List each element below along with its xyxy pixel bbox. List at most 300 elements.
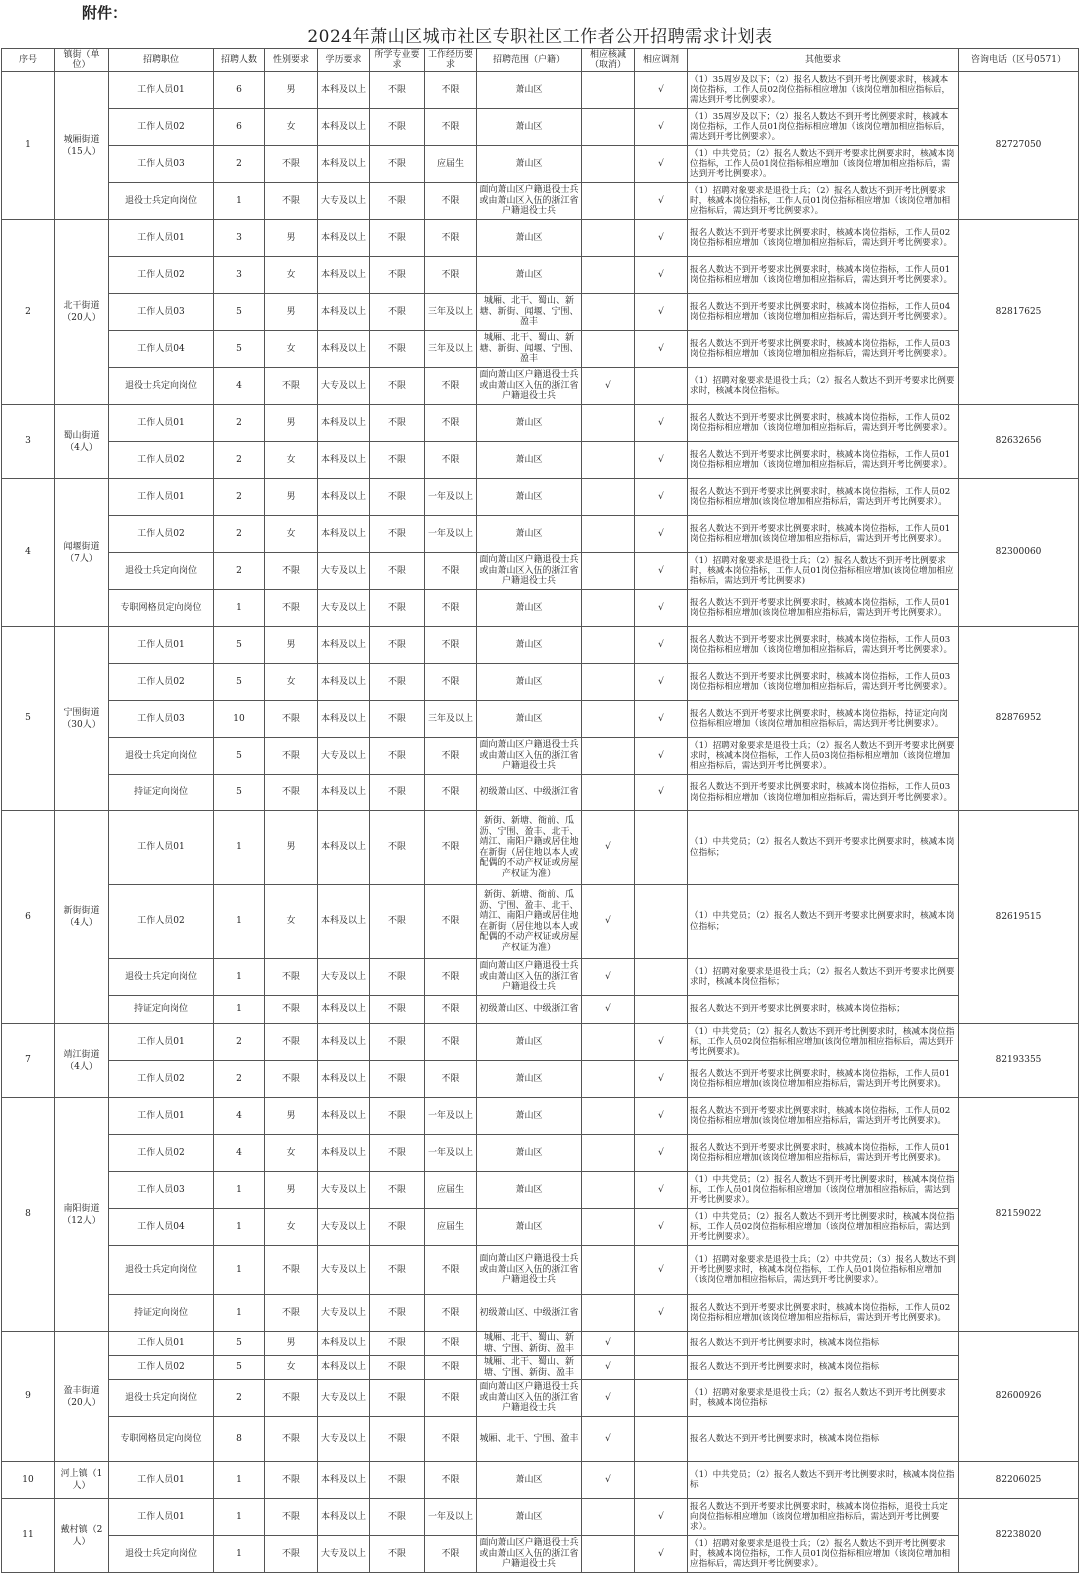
scope-cell: 面向萧山区户籍退役士兵或由萧山区入伍的浙江省户籍退役士兵 xyxy=(477,553,582,590)
cut-mark-cell: √ xyxy=(582,1462,635,1499)
education-cell: 本科及以上 xyxy=(318,775,370,811)
other-requirements-cell: 报名人数达不到开考比例要求时，核减本岗位指标 xyxy=(688,1356,959,1380)
position-cell: 工作人员02 xyxy=(109,885,214,959)
education-cell: 大专及以上 xyxy=(318,1172,370,1209)
count-cell: 4 xyxy=(214,368,265,405)
scope-cell: 萧山区 xyxy=(477,72,582,109)
cut-mark-cell xyxy=(582,1536,635,1573)
major-cell: 不限 xyxy=(370,368,425,405)
scope-cell: 萧山区 xyxy=(477,590,582,627)
gender-cell: 不限 xyxy=(265,701,318,738)
gender-cell: 不限 xyxy=(265,146,318,183)
adjust-mark-cell: √ xyxy=(635,72,688,109)
adjust-mark-cell: √ xyxy=(635,405,688,442)
gender-cell: 女 xyxy=(265,257,318,294)
cut-mark-cell: √ xyxy=(582,959,635,996)
col-no-header: 序号 xyxy=(2,49,55,72)
adjust-mark-cell: √ xyxy=(635,590,688,627)
position-cell: 退役士兵定向岗位 xyxy=(109,959,214,996)
col-unit-header: 镇街（单位） xyxy=(55,49,109,72)
position-cell: 工作人员04 xyxy=(109,1209,214,1246)
scope-cell: 萧山区 xyxy=(477,664,582,701)
phone-number: 82632656 xyxy=(959,405,1079,479)
position-cell: 工作人员03 xyxy=(109,294,214,331)
major-cell: 不限 xyxy=(370,553,425,590)
scope-cell: 萧山区 xyxy=(477,146,582,183)
experience-cell: 不限 xyxy=(425,1295,477,1332)
other-requirements-cell: （1）中共党员；（2）报名人数达不到开考要求比例要求时，核减本岗位指标； xyxy=(688,885,959,959)
table-row xyxy=(2,553,1079,590)
count-cell: 2 xyxy=(214,405,265,442)
count-cell: 2 xyxy=(214,1380,265,1417)
table-row xyxy=(2,405,1079,442)
cut-mark-cell: √ xyxy=(582,1356,635,1380)
count-cell: 1 xyxy=(214,996,265,1024)
count-cell: 1 xyxy=(214,1172,265,1209)
major-cell: 不限 xyxy=(370,590,425,627)
table-row xyxy=(2,479,1079,516)
position-cell: 退役士兵定向岗位 xyxy=(109,368,214,405)
experience-cell: 不限 xyxy=(425,220,477,257)
gender-cell: 不限 xyxy=(265,1061,318,1098)
count-cell: 2 xyxy=(214,553,265,590)
count-cell: 8 xyxy=(214,1417,265,1462)
experience-cell: 三年及以上 xyxy=(425,294,477,331)
position-cell: 退役士兵定向岗位 xyxy=(109,1536,214,1573)
cut-mark-cell: √ xyxy=(582,885,635,959)
other-requirements-cell: 报名人数达不到开考要求比例要求时，核减本岗位指标，工作人员01岗位指标相应增加(该岗位增加相应指标后，需达到开考比例要求)。 xyxy=(688,1061,959,1098)
table-row xyxy=(2,257,1079,294)
col-phone-header: 咨询电话（区号0571） xyxy=(959,49,1079,72)
gender-cell: 女 xyxy=(265,442,318,479)
experience-cell: 不限 xyxy=(425,442,477,479)
other-requirements-cell: （1）中共党员；（2）报名人数达不到开考比例要求时，核减本岗位指标 xyxy=(688,1462,959,1499)
major-cell: 不限 xyxy=(370,1536,425,1573)
experience-cell: 不限 xyxy=(425,368,477,405)
table-row xyxy=(2,627,1079,664)
education-cell: 本科及以上 xyxy=(318,516,370,553)
count-cell: 1 xyxy=(214,885,265,959)
gender-cell: 女 xyxy=(265,1135,318,1172)
unit-name: 北干街道（20人） xyxy=(55,220,109,405)
other-requirements-cell: （1）招聘对象要求是退役士兵；（2）报名人数达不到开考要求比例要求时，核减本岗位指标； xyxy=(688,959,959,996)
cut-mark-cell xyxy=(582,146,635,183)
other-requirements-cell: 报名人数达不到开考要求比例要求时，核减本岗位指标，工作人员02岗位指标相应增加(该岗位增加相应指标后，需达到开考比例要求)。 xyxy=(688,1295,959,1332)
count-cell: 3 xyxy=(214,220,265,257)
major-cell: 不限 xyxy=(370,811,425,885)
header-row xyxy=(2,49,1079,72)
cut-mark-cell xyxy=(582,775,635,811)
position-cell: 持证定向岗位 xyxy=(109,1295,214,1332)
major-cell: 不限 xyxy=(370,701,425,738)
scope-cell: 萧山区 xyxy=(477,1135,582,1172)
unit-name: 城厢街道（15人） xyxy=(55,72,109,220)
adjust-mark-cell xyxy=(635,885,688,959)
position-cell: 专职网格员定向岗位 xyxy=(109,1417,214,1462)
table-row xyxy=(2,1356,1079,1380)
gender-cell: 男 xyxy=(265,479,318,516)
adjust-mark-cell xyxy=(635,1462,688,1499)
gender-cell: 不限 xyxy=(265,590,318,627)
gender-cell: 不限 xyxy=(265,553,318,590)
position-cell: 工作人员04 xyxy=(109,331,214,368)
phone-number: 82619515 xyxy=(959,811,1079,1024)
col-position-header: 招聘职位 xyxy=(109,49,214,72)
scope-cell: 萧山区 xyxy=(477,442,582,479)
gender-cell: 男 xyxy=(265,72,318,109)
count-cell: 1 xyxy=(214,1462,265,1499)
scope-cell: 面向萧山区户籍退役士兵或由萧山区入伍的浙江省户籍退役士兵 xyxy=(477,368,582,405)
education-cell: 本科及以上 xyxy=(318,1024,370,1061)
table-row xyxy=(2,664,1079,701)
experience-cell: 不限 xyxy=(425,183,477,220)
position-cell: 工作人员01 xyxy=(109,1332,214,1356)
experience-cell: 应届生 xyxy=(425,146,477,183)
other-requirements-cell: 报名人数达不到开考要求比例要求时，核减本岗位指标； xyxy=(688,996,959,1024)
table-body xyxy=(2,72,1079,1573)
scope-cell: 面向萧山区户籍退役士兵或由萧山区入伍的浙江省户籍退役士兵 xyxy=(477,738,582,775)
experience-cell: 不限 xyxy=(425,405,477,442)
table-row xyxy=(2,885,1079,959)
other-requirements-cell: 报名人数达不到开考要求比例要求时，核减本岗位指标，工作人员03岗位指标相应增加（该岗位增加相应指标后，需达到开考比例要求）。 xyxy=(688,331,959,368)
education-cell: 大专及以上 xyxy=(318,1417,370,1462)
scope-cell: 萧山区 xyxy=(477,1209,582,1246)
gender-cell: 不限 xyxy=(265,1295,318,1332)
education-cell: 本科及以上 xyxy=(318,479,370,516)
cut-mark-cell: √ xyxy=(582,368,635,405)
gender-cell: 女 xyxy=(265,1209,318,1246)
table-row xyxy=(2,331,1079,368)
table-row xyxy=(2,738,1079,775)
experience-cell: 不限 xyxy=(425,959,477,996)
experience-cell: 不限 xyxy=(425,811,477,885)
cut-mark-cell: √ xyxy=(582,1332,635,1356)
education-cell: 本科及以上 xyxy=(318,664,370,701)
phone-number: 82817625 xyxy=(959,220,1079,405)
education-cell: 本科及以上 xyxy=(318,1061,370,1098)
other-requirements-cell: 报名人数达不到开考要求比例要求时，核减本岗位指标，退役士兵定向岗位指标相应增加（该岗位增加相应指标后，需达到开考比例要求）。 xyxy=(688,1499,959,1536)
other-requirements-cell: （1）中共党员；（2）报名人数达不到开考比例要求时，核减本岗位指标，工作人员02岗位指标相应增加(该岗位增加相应指标后，需达到开考比例要求)。 xyxy=(688,1024,959,1061)
table-row xyxy=(2,109,1079,146)
adjust-mark-cell xyxy=(635,1417,688,1462)
other-requirements-cell: 报名人数达不到开考要求比例要求时，核减本岗位指标，工作人员03岗位指标相应增加（该岗位增加相应指标后，需达到开考比例要求）。 xyxy=(688,664,959,701)
cut-mark-cell xyxy=(582,1246,635,1295)
scope-cell: 城厢、北干、蜀山、新塘、新街、闻堰、宁围、盈丰 xyxy=(477,331,582,368)
gender-cell: 女 xyxy=(265,516,318,553)
table-row xyxy=(2,368,1079,405)
position-cell: 退役士兵定向岗位 xyxy=(109,1246,214,1295)
major-cell: 不限 xyxy=(370,109,425,146)
phone-number: 82600926 xyxy=(959,1332,1079,1462)
education-cell: 大专及以上 xyxy=(318,1380,370,1417)
major-cell: 不限 xyxy=(370,1061,425,1098)
col-experience-header: 工作经历要求 xyxy=(425,49,477,72)
major-cell: 不限 xyxy=(370,1462,425,1499)
major-cell: 不限 xyxy=(370,294,425,331)
cut-mark-cell xyxy=(582,738,635,775)
phone-number: 82876952 xyxy=(959,627,1079,811)
scope-cell: 城厢、北干、蜀山、新塘、新街、闻堰、宁围、盈丰 xyxy=(477,294,582,331)
phone-number: 82727050 xyxy=(959,72,1079,220)
position-cell: 工作人员01 xyxy=(109,479,214,516)
count-cell: 1 xyxy=(214,590,265,627)
adjust-mark-cell: √ xyxy=(635,1499,688,1536)
unit-name: 宁围街道（30人） xyxy=(55,627,109,811)
experience-cell: 不限 xyxy=(425,257,477,294)
gender-cell: 不限 xyxy=(265,368,318,405)
experience-cell: 不限 xyxy=(425,1380,477,1417)
cut-mark-cell xyxy=(582,701,635,738)
major-cell: 不限 xyxy=(370,664,425,701)
cut-mark-cell xyxy=(582,1172,635,1209)
cut-mark-cell: √ xyxy=(582,811,635,885)
education-cell: 大专及以上 xyxy=(318,1536,370,1573)
position-cell: 工作人员02 xyxy=(109,664,214,701)
scope-cell: 萧山区 xyxy=(477,479,582,516)
gender-cell: 男 xyxy=(265,1332,318,1356)
other-requirements-cell: 报名人数达不到开考要求比例要求时，核减本岗位指标，工作人员02岗位指标相应增加(该岗位增加相应指标后，需达到开考比例要求）。 xyxy=(688,479,959,516)
position-cell: 工作人员02 xyxy=(109,257,214,294)
scope-cell: 萧山区 xyxy=(477,701,582,738)
count-cell: 1 xyxy=(214,183,265,220)
experience-cell: 不限 xyxy=(425,1462,477,1499)
other-requirements-cell: 报名人数达不到开考比例要求时，核减本岗位指标 xyxy=(688,1417,959,1462)
scope-cell: 萧山区 xyxy=(477,1098,582,1135)
position-cell: 工作人员02 xyxy=(109,1135,214,1172)
major-cell: 不限 xyxy=(370,405,425,442)
education-cell: 本科及以上 xyxy=(318,885,370,959)
adjust-mark-cell: √ xyxy=(635,553,688,590)
education-cell: 本科及以上 xyxy=(318,1098,370,1135)
table-row xyxy=(2,1246,1079,1295)
adjust-mark-cell: √ xyxy=(635,183,688,220)
table-row xyxy=(2,220,1079,257)
unit-name: 河上镇（1人） xyxy=(55,1462,109,1499)
position-cell: 工作人员03 xyxy=(109,146,214,183)
position-cell: 工作人员01 xyxy=(109,72,214,109)
major-cell: 不限 xyxy=(370,1135,425,1172)
education-cell: 本科及以上 xyxy=(318,146,370,183)
table-row xyxy=(2,72,1079,109)
gender-cell: 不限 xyxy=(265,775,318,811)
table-row xyxy=(2,1462,1079,1499)
adjust-mark-cell xyxy=(635,959,688,996)
experience-cell: 一年及以上 xyxy=(425,1499,477,1536)
gender-cell: 不限 xyxy=(265,959,318,996)
table-row xyxy=(2,1098,1079,1135)
gender-cell: 不限 xyxy=(265,1417,318,1462)
col-other-header: 其他要求 xyxy=(688,49,959,72)
table-row xyxy=(2,1295,1079,1332)
other-requirements-cell: 报名人数达不到开考要求比例要求时，核减本岗位指标，工作人员01岗位指标相应增加(该岗位增加相应指标后，需达到开考比例要求）。 xyxy=(688,516,959,553)
cut-mark-cell xyxy=(582,590,635,627)
major-cell: 不限 xyxy=(370,331,425,368)
position-cell: 工作人员02 xyxy=(109,442,214,479)
education-cell: 本科及以上 xyxy=(318,220,370,257)
major-cell: 不限 xyxy=(370,257,425,294)
adjust-mark-cell xyxy=(635,996,688,1024)
col-education-header: 学历要求 xyxy=(318,49,370,72)
col-major-header: 所学专业要求 xyxy=(370,49,425,72)
education-cell: 本科及以上 xyxy=(318,109,370,146)
education-cell: 大专及以上 xyxy=(318,553,370,590)
scope-cell: 面向萧山区户籍退役士兵或由萧山区入伍的浙江省户籍退役士兵 xyxy=(477,1380,582,1417)
other-requirements-cell: 报名人数达不到开考要求比例要求时，核减本岗位指标，持证定向岗位指标相应增加（该岗位增加相应指标后，需达到开考比例要求）。 xyxy=(688,701,959,738)
table-row xyxy=(2,516,1079,553)
adjust-mark-cell: √ xyxy=(635,257,688,294)
count-cell: 2 xyxy=(214,516,265,553)
other-requirements-cell: 报名人数达不到开考要求比例要求时，核减本岗位指标，工作人员01岗位指标相应增加（该岗位增加相应指标后，需达到开考比例要求）。 xyxy=(688,442,959,479)
count-cell: 10 xyxy=(214,701,265,738)
position-cell: 工作人员01 xyxy=(109,1098,214,1135)
experience-cell: 不限 xyxy=(425,553,477,590)
scope-cell: 城厢、北干、蜀山、新塘、宁围、新街、盈丰 xyxy=(477,1332,582,1356)
adjust-mark-cell: √ xyxy=(635,331,688,368)
group-number: 11 xyxy=(2,1499,55,1573)
recruitment-table xyxy=(1,48,1079,1573)
other-requirements-cell: 报名人数达不到开考要求比例要求时，核减本岗位指标，工作人员02岗位指标相应增加（该岗位增加相应指标后，需达到开考比例要求）。 xyxy=(688,220,959,257)
gender-cell: 不限 xyxy=(265,738,318,775)
adjust-mark-cell: √ xyxy=(635,738,688,775)
position-cell: 工作人员01 xyxy=(109,405,214,442)
cut-mark-cell xyxy=(582,1135,635,1172)
education-cell: 本科及以上 xyxy=(318,811,370,885)
count-cell: 5 xyxy=(214,775,265,811)
phone-number: 82300060 xyxy=(959,479,1079,627)
scope-cell: 萧山区 xyxy=(477,516,582,553)
adjust-mark-cell: √ xyxy=(635,1061,688,1098)
experience-cell: 不限 xyxy=(425,885,477,959)
cut-mark-cell: √ xyxy=(582,1417,635,1462)
other-requirements-cell: （1）招聘对象要求是退役士兵；（2）报名人数达不到开考比例要求时，核减本岗位指标，工作人员01岗位指标相应增加（该岗位增加相应指标后，需达到开考比例要求）。 xyxy=(688,1536,959,1573)
adjust-mark-cell: √ xyxy=(635,1536,688,1573)
experience-cell: 不限 xyxy=(425,775,477,811)
adjust-mark-cell: √ xyxy=(635,701,688,738)
count-cell: 1 xyxy=(214,1536,265,1573)
major-cell: 不限 xyxy=(370,959,425,996)
table-row xyxy=(2,811,1079,885)
group-number: 10 xyxy=(2,1462,55,1499)
table-row xyxy=(2,146,1079,183)
scope-cell: 新街、新塘、衙前、瓜沥、宁围、盈丰、北干、靖江、南阳户籍或居住地在新街（居住地以本人或配偶的不动产权证或房屋产权证为准） xyxy=(477,885,582,959)
education-cell: 本科及以上 xyxy=(318,442,370,479)
gender-cell: 男 xyxy=(265,811,318,885)
major-cell: 不限 xyxy=(370,885,425,959)
cut-mark-cell xyxy=(582,72,635,109)
gender-cell: 不限 xyxy=(265,1536,318,1573)
experience-cell: 不限 xyxy=(425,1024,477,1061)
adjust-mark-cell: √ xyxy=(635,516,688,553)
position-cell: 工作人员02 xyxy=(109,109,214,146)
table-row xyxy=(2,294,1079,331)
adjust-mark-cell xyxy=(635,1380,688,1417)
major-cell: 不限 xyxy=(370,1332,425,1356)
group-number: 2 xyxy=(2,220,55,405)
education-cell: 大专及以上 xyxy=(318,590,370,627)
gender-cell: 不限 xyxy=(265,996,318,1024)
gender-cell: 男 xyxy=(265,627,318,664)
adjust-mark-cell: √ xyxy=(635,294,688,331)
table-row xyxy=(2,701,1079,738)
count-cell: 6 xyxy=(214,72,265,109)
adjust-mark-cell: √ xyxy=(635,109,688,146)
other-requirements-cell: 报名人数达不到开考要求比例要求时，核减本岗位指标，工作人员04岗位指标相应增加（该岗位增加相应指标后，需达到开考比例要求）。 xyxy=(688,294,959,331)
gender-cell: 男 xyxy=(265,294,318,331)
other-requirements-cell: 报名人数达不到开考要求比例要求时，核减本岗位指标，工作人员01岗位指标相应增加（该岗位增加相应指标后，需达到开考比例要求）。 xyxy=(688,257,959,294)
table-row xyxy=(2,1172,1079,1209)
cut-mark-cell xyxy=(582,331,635,368)
adjust-mark-cell xyxy=(635,1356,688,1380)
adjust-mark-cell: √ xyxy=(635,146,688,183)
table-row xyxy=(2,1380,1079,1417)
scope-cell: 萧山区 xyxy=(477,1462,582,1499)
scope-cell: 萧山区 xyxy=(477,109,582,146)
scope-cell: 初级萧山区、中级浙江省 xyxy=(477,996,582,1024)
major-cell: 不限 xyxy=(370,1499,425,1536)
gender-cell: 男 xyxy=(265,405,318,442)
other-requirements-cell: （1）招聘对象要求是退役士兵；（2）报名人数达不到开考比例要求时，核减本岗位指标，工作人员01岗位指标相应增加（该岗位增加相应指标后，需达到开考比例要求）。 xyxy=(688,183,959,220)
table-row xyxy=(2,1332,1079,1356)
education-cell: 本科及以上 xyxy=(318,72,370,109)
other-requirements-cell: （1）中共党员；（2）报名人数达不到开考比例要求时，核减本岗位指标，工作人员02岗位指标相应增加（该岗位增加相应指标后，需达到开考比例要求）。 xyxy=(688,1209,959,1246)
adjust-mark-cell: √ xyxy=(635,479,688,516)
other-requirements-cell: （1）中共党员；（2）报名人数达不到开考比例要求时，核减本岗位指标，工作人员01岗位指标相应增加（该岗位增加相应指标后，需达到开考比例要求）。 xyxy=(688,1172,959,1209)
major-cell: 不限 xyxy=(370,479,425,516)
education-cell: 大专及以上 xyxy=(318,1295,370,1332)
cut-mark-cell: √ xyxy=(582,1380,635,1417)
position-cell: 工作人员03 xyxy=(109,1172,214,1209)
col-adjust-header: 相应调剂 xyxy=(635,49,688,72)
cut-mark-cell xyxy=(582,1024,635,1061)
experience-cell: 不限 xyxy=(425,1332,477,1356)
unit-name: 闻堰街道（7人） xyxy=(55,479,109,627)
major-cell: 不限 xyxy=(370,1356,425,1380)
experience-cell: 三年及以上 xyxy=(425,331,477,368)
cut-mark-cell xyxy=(582,1295,635,1332)
cut-mark-cell xyxy=(582,442,635,479)
major-cell: 不限 xyxy=(370,1024,425,1061)
scope-cell: 面向萧山区户籍退役士兵或由萧山区入伍的浙江省户籍退役士兵 xyxy=(477,183,582,220)
major-cell: 不限 xyxy=(370,1246,425,1295)
unit-name: 新街街道（4人） xyxy=(55,811,109,1024)
cut-mark-cell xyxy=(582,1209,635,1246)
gender-cell: 女 xyxy=(265,331,318,368)
unit-name: 蜀山街道（4人） xyxy=(55,405,109,479)
group-number: 1 xyxy=(2,72,55,220)
education-cell: 大专及以上 xyxy=(318,1246,370,1295)
major-cell: 不限 xyxy=(370,1098,425,1135)
other-requirements-cell: 报名人数达不到开考要求比例要求时，核减本岗位指标，工作人员03岗位指标相应增加（该岗位增加相应指标后，需达到开考比例要求）。 xyxy=(688,775,959,811)
position-cell: 工作人员01 xyxy=(109,1499,214,1536)
position-cell: 持证定向岗位 xyxy=(109,775,214,811)
other-requirements-cell: 报名人数达不到开考比例要求时，核减本岗位指标 xyxy=(688,1332,959,1356)
table-row xyxy=(2,1417,1079,1462)
cut-mark-cell xyxy=(582,553,635,590)
table-row xyxy=(2,183,1079,220)
position-cell: 持证定向岗位 xyxy=(109,996,214,1024)
count-cell: 5 xyxy=(214,294,265,331)
education-cell: 本科及以上 xyxy=(318,996,370,1024)
count-cell: 3 xyxy=(214,257,265,294)
scope-cell: 萧山区 xyxy=(477,1172,582,1209)
gender-cell: 女 xyxy=(265,109,318,146)
count-cell: 5 xyxy=(214,738,265,775)
cut-mark-cell xyxy=(582,479,635,516)
count-cell: 2 xyxy=(214,1024,265,1061)
scope-cell: 城厢、北干、蜀山、新塘、宁围、新街、盈丰 xyxy=(477,1356,582,1380)
adjust-mark-cell: √ xyxy=(635,1209,688,1246)
table-row xyxy=(2,959,1079,996)
